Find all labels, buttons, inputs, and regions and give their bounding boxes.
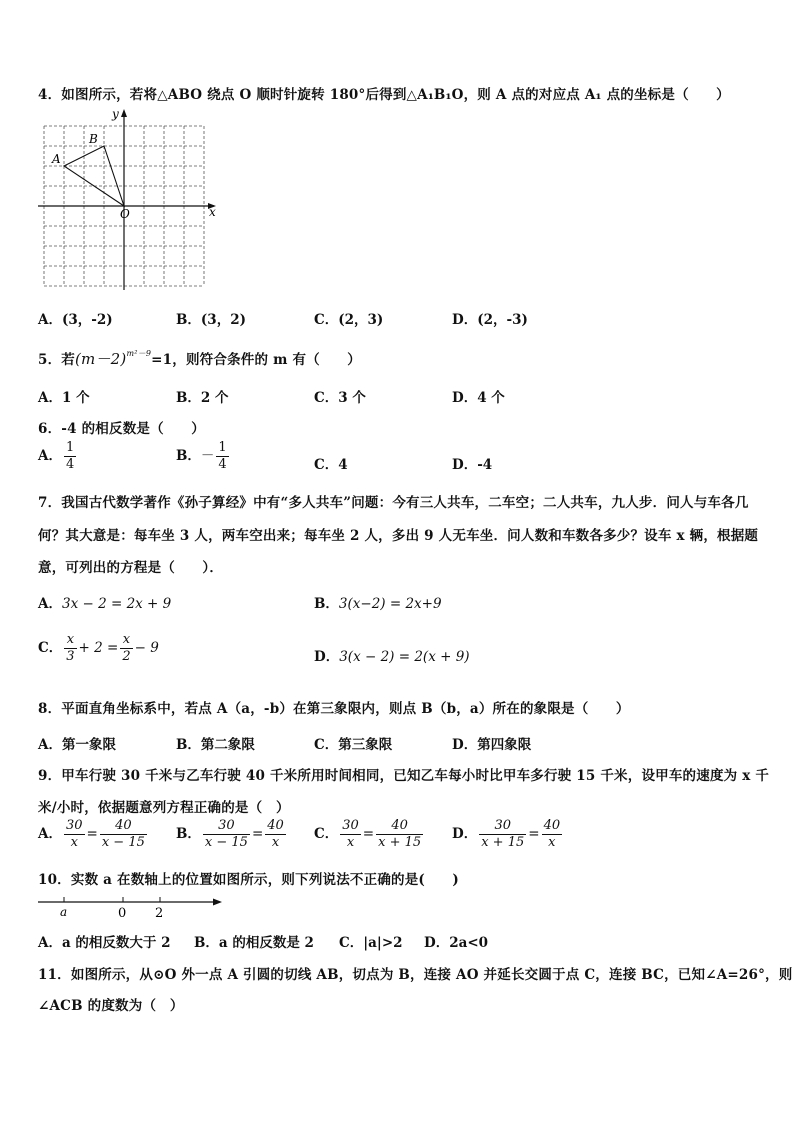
- q10-option-c: C．|a|>2: [339, 935, 403, 951]
- q5-option-c: C．3 个: [314, 390, 366, 406]
- q4-option-c: C．(2，3): [314, 312, 384, 328]
- y-axis-label: y: [112, 107, 119, 121]
- q9-option-b: B． $\frac{30}{x - 15}$ = $\frac{40}{x}$: [176, 818, 284, 850]
- q6-option-d: D．-4: [452, 457, 493, 473]
- q6-option-c: C．4: [314, 457, 348, 473]
- q7-option-b: B．3(x−2) = 2x+9: [314, 596, 442, 612]
- q5-prefix: 5．若: [38, 352, 75, 368]
- tick-label-0: 0: [118, 906, 127, 921]
- q7-option-d: D．3(x − 2) = 2(x + 9): [314, 649, 470, 665]
- x-axis-label: x: [209, 205, 216, 219]
- q5-option-d: D．4 个: [452, 390, 505, 406]
- q7-line-2: 何？其大意是：每车坐 3 人，两车空出来；每车坐 2 人，多出 9 人无车坐．问人数和车数各多少？设车 x 辆，根据题: [38, 528, 759, 544]
- q10-option-a: A．a 的相反数大于 2: [38, 935, 171, 951]
- q11-line-2: ∠ACB 的度数为（ ）: [38, 998, 184, 1014]
- q5-option-a: A．1 个: [38, 390, 90, 406]
- q6-option-b: B．－ $\frac{1}{4}$: [176, 440, 227, 472]
- q4-option-d: D．(2，-3): [452, 312, 528, 328]
- q4-option-a: A．(3，-2): [38, 312, 113, 328]
- q7-option-c: C． $\frac{x}{3}$ + 2 = $\frac{x}{2}$ − 9: [38, 632, 159, 664]
- q10-stem: 10．实数 a 在数轴上的位置如图所示，则下列说法不正确的是( ): [38, 872, 460, 888]
- q6-option-a: A． $\frac{1}{4}$: [38, 440, 75, 472]
- q10-option-b: B．a 的相反数是 2: [194, 935, 314, 951]
- q8-option-a: A．第一象限: [38, 737, 116, 753]
- q4-option-b: B．(3，2): [176, 312, 246, 328]
- q7-option-a: A．3x − 2 = 2x + 9: [38, 596, 172, 612]
- q5-exponent: m²－9: [126, 348, 152, 358]
- q5-option-b: B．2 个: [176, 390, 229, 406]
- q9-option-a: A． $\frac{30}{x}$ = $\frac{40}{x - 15}$: [38, 818, 145, 850]
- q8-option-d: D．第四象限: [452, 737, 532, 753]
- q5-stem: [38, 348, 361, 369]
- tick-label-2: 2: [155, 906, 164, 921]
- q8-option-b: B．第二象限: [176, 737, 255, 753]
- q7-line-1: 7．我国古代数学著作《孙子算经》中有“多人共车”问题：今有三人共车，二车空；二人共车，九人步．问人与车各几: [38, 495, 749, 511]
- q10-option-d: D．2a<0: [424, 935, 489, 951]
- q8-stem: 8．平面直角坐标系中，若点 A（a，-b）在第三象限内，则点 B（b，a）所在的象限是（ ）: [38, 701, 630, 717]
- point-b-label: B: [89, 132, 98, 146]
- q4-stem: 4．如图所示，若将△ABO 绕点 O 顺时针旋转 180°后得到△A₁B₁O，则 A 点的对应点 A₁ 点的坐标是（ ）: [38, 87, 730, 103]
- q4-coordinate-figure: [36, 104, 220, 292]
- q6-stem: 6．-4 的相反数是（ ）: [38, 421, 205, 437]
- q11-line-1: 11．如图所示，从⊙O 外一点 A 引圆的切线 AB，切点为 B，连接 AO 并延长交圆于点 C，连接 BC，已知∠A=26°，则: [38, 967, 793, 983]
- q9-option-c: C． $\frac{30}{x}$ = $\frac{40}{x + 15}$: [314, 818, 422, 850]
- triangle-abo: [64, 146, 124, 206]
- q9-line-2: 米/小时，依据题意列方程正确的是（ ）: [38, 800, 290, 816]
- q7-line-3: 意，可列出的方程是（ ）．: [38, 560, 224, 576]
- q5-suffix: =1，则符合条件的 m 有（ ）: [151, 352, 361, 368]
- q9-line-1: 9．甲车行驶 30 千米与乙车行驶 40 千米所用时间相同，已知乙车每小时比甲车多行驶 15 千米，设甲车的速度为 x 千: [38, 768, 770, 784]
- tick-label-a: a: [60, 905, 68, 919]
- q8-option-c: C．第三象限: [314, 737, 393, 753]
- q9-option-d: D． $\frac{30}{x + 15}$ = $\frac{40}{x}$: [452, 818, 561, 850]
- q10-number-line: [36, 893, 226, 921]
- point-a-label: A: [52, 152, 61, 166]
- q5-base: (m－2): [75, 350, 127, 368]
- origin-label: O: [120, 207, 130, 221]
